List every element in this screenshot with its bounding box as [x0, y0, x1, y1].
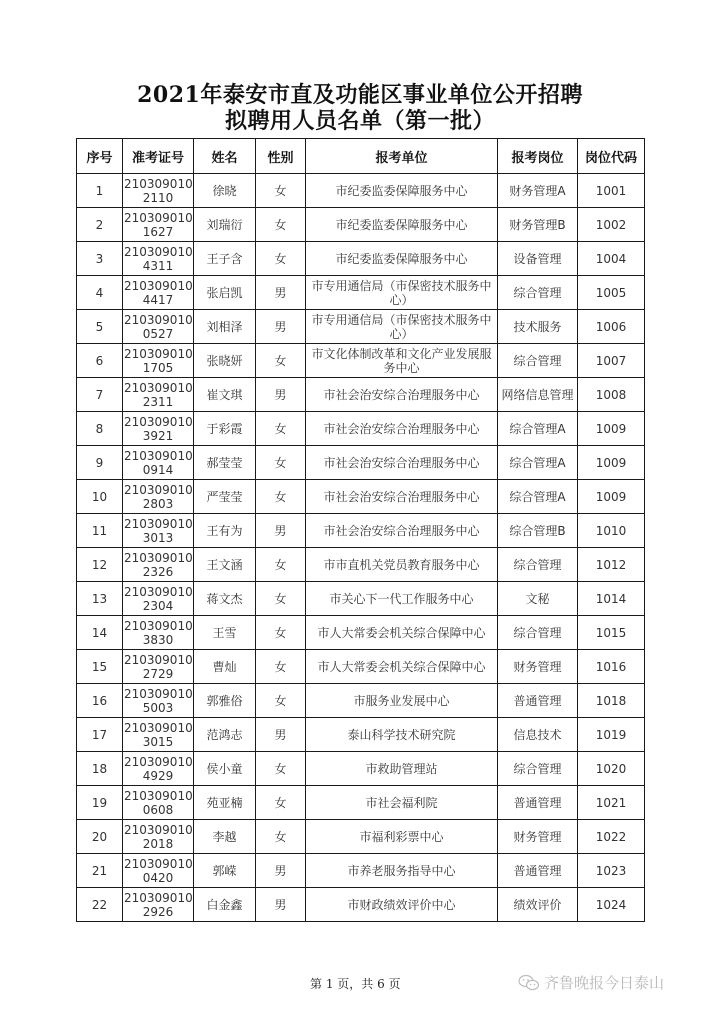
header-exam-no: 准考证号 [123, 139, 194, 174]
source-watermark [518, 972, 664, 993]
header-name: 姓名 [194, 139, 256, 174]
cell-unit: 市纪委监委保障服务中心 [306, 242, 498, 276]
cell-name: 王有为 [194, 514, 256, 548]
cell-seq: 1 [77, 174, 123, 208]
cell-name: 郝莹莹 [194, 446, 256, 480]
header-seq: 序号 [77, 139, 123, 174]
cell-position: 文秘 [498, 582, 578, 616]
header-gender: 性别 [256, 139, 306, 174]
table-row [77, 446, 645, 480]
cell-name: 严莹莹 [194, 480, 256, 514]
cell-code: 1005 [578, 276, 645, 310]
table-row [77, 684, 645, 718]
cell-code: 1008 [578, 378, 645, 412]
cell-name: 刘瑞衍 [194, 208, 256, 242]
cell-exam-no: 210309010 1627 [123, 208, 194, 242]
cell-code: 1009 [578, 446, 645, 480]
cell-seq: 2 [77, 208, 123, 242]
cell-code: 1014 [578, 582, 645, 616]
header-unit: 报考单位 [306, 139, 498, 174]
cell-name: 郭雅俗 [194, 684, 256, 718]
cell-position: 绩效评价 [498, 888, 578, 922]
cell-code: 1007 [578, 344, 645, 378]
cell-name: 王子含 [194, 242, 256, 276]
cell-gender: 女 [256, 616, 306, 650]
cell-code: 1012 [578, 548, 645, 582]
cell-gender: 女 [256, 548, 306, 582]
cell-name: 于彩霞 [194, 412, 256, 446]
cell-unit: 市关心下一代工作服务中心 [306, 582, 498, 616]
wechat-icon [518, 974, 540, 992]
table-row [77, 786, 645, 820]
cell-position: 普通管理 [498, 854, 578, 888]
cell-unit: 市福利彩票中心 [306, 820, 498, 854]
cell-name: 徐晓 [194, 174, 256, 208]
cell-name: 苑亚楠 [194, 786, 256, 820]
cell-seq: 7 [77, 378, 123, 412]
cell-seq: 16 [77, 684, 123, 718]
cell-gender: 男 [256, 888, 306, 922]
cell-position: 综合管理 [498, 616, 578, 650]
table-row [77, 310, 645, 344]
cell-code: 1022 [578, 820, 645, 854]
cell-position: 综合管理A [498, 412, 578, 446]
cell-exam-no: 210309010 4311 [123, 242, 194, 276]
cell-unit: 市市直机关党员教育服务中心 [306, 548, 498, 582]
document-title-line2: 拟聘用人员名单（第一批） [224, 108, 495, 134]
cell-position: 财务管理 [498, 820, 578, 854]
cell-unit: 市服务业发展中心 [306, 684, 498, 718]
cell-position: 网络信息管理 [498, 378, 578, 412]
cell-code: 1010 [578, 514, 645, 548]
cell-exam-no: 210309010 2018 [123, 820, 194, 854]
cell-unit: 泰山科学技术研究院 [306, 718, 498, 752]
cell-gender: 男 [256, 718, 306, 752]
cell-name: 张启凯 [194, 276, 256, 310]
cell-gender: 女 [256, 820, 306, 854]
cell-name: 郭嵘 [194, 854, 256, 888]
table-row [77, 344, 645, 378]
cell-name: 崔文琪 [194, 378, 256, 412]
cell-exam-no: 210309010 0420 [123, 854, 194, 888]
cell-position: 信息技术 [498, 718, 578, 752]
cell-exam-no: 210309010 0527 [123, 310, 194, 344]
cell-position: 综合管理 [498, 548, 578, 582]
table-row [77, 208, 645, 242]
cell-exam-no: 210309010 2926 [123, 888, 194, 922]
cell-seq: 13 [77, 582, 123, 616]
cell-unit: 市纪委监委保障服务中心 [306, 174, 498, 208]
cell-unit: 市文化体制改革和文化产业发展服务中心 [306, 344, 498, 378]
cell-gender: 女 [256, 752, 306, 786]
cell-unit: 市人大常委会机关综合保障中心 [306, 650, 498, 684]
cell-position: 综合管理B [498, 514, 578, 548]
cell-gender: 女 [256, 208, 306, 242]
document-title-line1: 2021年泰安市直及功能区事业单位公开招聘 [137, 82, 583, 108]
cell-gender: 女 [256, 412, 306, 446]
cell-unit: 市财政绩效评价中心 [306, 888, 498, 922]
cell-seq: 17 [77, 718, 123, 752]
cell-code: 1021 [578, 786, 645, 820]
cell-code: 1009 [578, 412, 645, 446]
cell-seq: 5 [77, 310, 123, 344]
cell-position: 综合管理A [498, 446, 578, 480]
cell-seq: 20 [77, 820, 123, 854]
cell-exam-no: 210309010 0914 [123, 446, 194, 480]
cell-gender: 女 [256, 582, 306, 616]
table-header-row [77, 139, 645, 174]
cell-position: 技术服务 [498, 310, 578, 344]
cell-code: 1024 [578, 888, 645, 922]
cell-code: 1006 [578, 310, 645, 344]
cell-seq: 8 [77, 412, 123, 446]
cell-code: 1016 [578, 650, 645, 684]
cell-exam-no: 210309010 4417 [123, 276, 194, 310]
cell-gender: 男 [256, 514, 306, 548]
cell-seq: 6 [77, 344, 123, 378]
cell-exam-no: 210309010 2803 [123, 480, 194, 514]
cell-exam-no: 210309010 5003 [123, 684, 194, 718]
cell-seq: 15 [77, 650, 123, 684]
cell-name: 王文涵 [194, 548, 256, 582]
cell-seq: 9 [77, 446, 123, 480]
cell-seq: 21 [77, 854, 123, 888]
cell-unit: 市人大常委会机关综合保障中心 [306, 616, 498, 650]
cell-gender: 女 [256, 650, 306, 684]
cell-seq: 10 [77, 480, 123, 514]
cell-unit: 市社会治安综合治理服务中心 [306, 514, 498, 548]
cell-code: 1015 [578, 616, 645, 650]
cell-position: 综合管理 [498, 276, 578, 310]
table-row [77, 820, 645, 854]
cell-unit: 市救助管理站 [306, 752, 498, 786]
cell-name: 刘相泽 [194, 310, 256, 344]
cell-exam-no: 210309010 3830 [123, 616, 194, 650]
table-row [77, 650, 645, 684]
cell-exam-no: 210309010 0608 [123, 786, 194, 820]
cell-name: 张晓妍 [194, 344, 256, 378]
cell-position: 综合管理 [498, 752, 578, 786]
cell-seq: 12 [77, 548, 123, 582]
cell-position: 综合管理 [498, 344, 578, 378]
table-row [77, 480, 645, 514]
cell-gender: 女 [256, 684, 306, 718]
cell-code: 1020 [578, 752, 645, 786]
cell-gender: 女 [256, 480, 306, 514]
cell-exam-no: 210309010 1705 [123, 344, 194, 378]
cell-position: 财务管理B [498, 208, 578, 242]
cell-unit: 市专用通信局（市保密技术服务中心） [306, 310, 498, 344]
cell-seq: 22 [77, 888, 123, 922]
cell-position: 普通管理 [498, 786, 578, 820]
cell-gender: 男 [256, 276, 306, 310]
cell-name: 李越 [194, 820, 256, 854]
cell-name: 蒋文杰 [194, 582, 256, 616]
table-row [77, 888, 645, 922]
cell-seq: 19 [77, 786, 123, 820]
cell-position: 普通管理 [498, 684, 578, 718]
cell-exam-no: 210309010 2304 [123, 582, 194, 616]
cell-gender: 女 [256, 446, 306, 480]
cell-seq: 14 [77, 616, 123, 650]
cell-code: 1009 [578, 480, 645, 514]
cell-unit: 市养老服务指导中心 [306, 854, 498, 888]
cell-unit: 市社会治安综合治理服务中心 [306, 412, 498, 446]
table-body [77, 174, 645, 922]
table-row [77, 174, 645, 208]
cell-name: 范鸿志 [194, 718, 256, 752]
cell-code: 1019 [578, 718, 645, 752]
cell-exam-no: 210309010 2729 [123, 650, 194, 684]
cell-code: 1004 [578, 242, 645, 276]
hiring-roster-table [76, 138, 645, 922]
cell-exam-no: 210309010 3921 [123, 412, 194, 446]
cell-gender: 男 [256, 854, 306, 888]
cell-name: 王雪 [194, 616, 256, 650]
cell-unit: 市专用通信局（市保密技术服务中心） [306, 276, 498, 310]
table-row [77, 412, 645, 446]
page-indicator: 第 1 页，共 6 页 [310, 977, 401, 991]
cell-gender: 男 [256, 378, 306, 412]
table-row [77, 378, 645, 412]
cell-gender: 男 [256, 310, 306, 344]
table-row [77, 718, 645, 752]
cell-code: 1018 [578, 684, 645, 718]
header-position: 报考岗位 [498, 139, 578, 174]
cell-position: 财务管理 [498, 650, 578, 684]
table-row [77, 616, 645, 650]
cell-name: 曹灿 [194, 650, 256, 684]
cell-position: 设备管理 [498, 242, 578, 276]
cell-unit: 市社会治安综合治理服务中心 [306, 480, 498, 514]
watermark-text: 齐鲁晚报今日泰山 [544, 974, 665, 992]
table-row [77, 242, 645, 276]
cell-code: 1001 [578, 174, 645, 208]
cell-exam-no: 210309010 2110 [123, 174, 194, 208]
cell-code: 1023 [578, 854, 645, 888]
table-row [77, 582, 645, 616]
cell-position: 财务管理A [498, 174, 578, 208]
cell-name: 白金鑫 [194, 888, 256, 922]
cell-gender: 女 [256, 242, 306, 276]
cell-exam-no: 210309010 2311 [123, 378, 194, 412]
header-code: 岗位代码 [578, 139, 645, 174]
cell-exam-no: 210309010 4929 [123, 752, 194, 786]
cell-unit: 市社会治安综合治理服务中心 [306, 378, 498, 412]
table-row [77, 276, 645, 310]
cell-seq: 11 [77, 514, 123, 548]
cell-name: 侯小童 [194, 752, 256, 786]
cell-position: 综合管理A [498, 480, 578, 514]
table-row [77, 514, 645, 548]
cell-seq: 18 [77, 752, 123, 786]
cell-gender: 女 [256, 786, 306, 820]
cell-code: 1002 [578, 208, 645, 242]
table-row [77, 854, 645, 888]
cell-exam-no: 210309010 2326 [123, 548, 194, 582]
table-row [77, 752, 645, 786]
table-row [77, 548, 645, 582]
cell-exam-no: 210309010 3015 [123, 718, 194, 752]
cell-gender: 女 [256, 344, 306, 378]
cell-unit: 市社会治安综合治理服务中心 [306, 446, 498, 480]
cell-unit: 市纪委监委保障服务中心 [306, 208, 498, 242]
cell-seq: 3 [77, 242, 123, 276]
cell-exam-no: 210309010 3013 [123, 514, 194, 548]
cell-seq: 4 [77, 276, 123, 310]
cell-unit: 市社会福利院 [306, 786, 498, 820]
cell-gender: 女 [256, 174, 306, 208]
